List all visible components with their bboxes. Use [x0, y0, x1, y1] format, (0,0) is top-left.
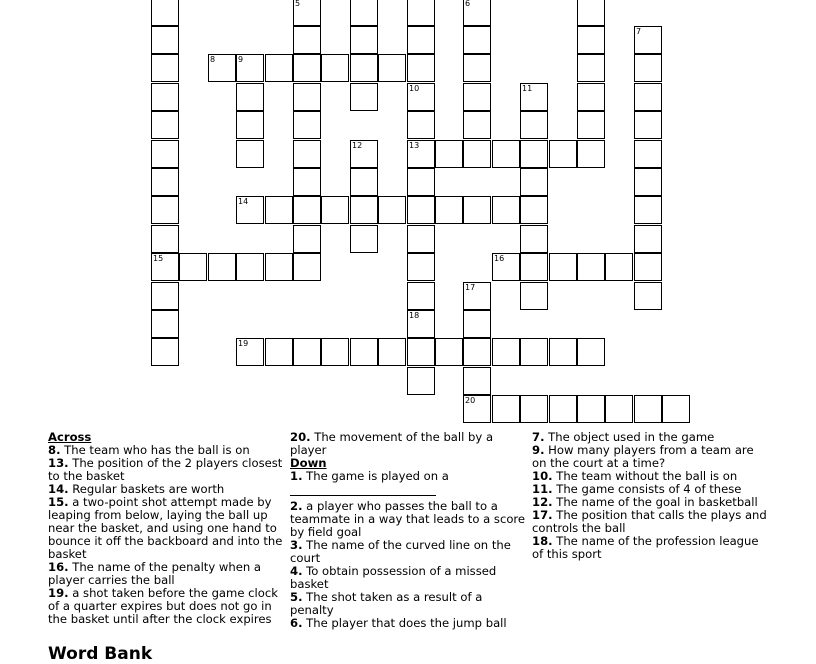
- crossword-cell[interactable]: [265, 253, 293, 281]
- crossword-cell[interactable]: [492, 338, 520, 366]
- crossword-cell[interactable]: [463, 111, 491, 139]
- crossword-cell[interactable]: [350, 225, 378, 253]
- crossword-cell[interactable]: [407, 168, 435, 196]
- crossword-cell[interactable]: [662, 395, 690, 423]
- crossword-cell[interactable]: [463, 83, 491, 111]
- clue-number-12: 12: [352, 141, 363, 150]
- crossword-cell[interactable]: [151, 282, 179, 310]
- crossword-cell[interactable]: [265, 338, 293, 366]
- crossword-cell[interactable]: [463, 26, 491, 54]
- crossword-cell[interactable]: [151, 26, 179, 54]
- crossword-cell[interactable]: [407, 26, 435, 54]
- crossword-cell[interactable]: [151, 338, 179, 366]
- crossword-cell[interactable]: [407, 282, 435, 310]
- crossword-cell[interactable]: [435, 140, 463, 168]
- crossword-cell[interactable]: [407, 225, 435, 253]
- crossword-cell[interactable]: [350, 54, 378, 82]
- crossword-cell[interactable]: [407, 338, 435, 366]
- crossword-cell[interactable]: [378, 338, 406, 366]
- crossword-cell[interactable]: [577, 338, 605, 366]
- crossword-cell[interactable]: [407, 0, 435, 26]
- clues-column-3: [532, 431, 768, 561]
- crossword-cell[interactable]: [151, 140, 179, 168]
- clue-number-11: 11: [522, 84, 533, 93]
- crossword-cell[interactable]: [520, 225, 548, 253]
- crossword-cell[interactable]: [321, 54, 349, 82]
- crossword-cell[interactable]: [520, 196, 548, 224]
- crossword-cell[interactable]: [179, 253, 207, 281]
- clue-across-15: 15. a two-point shot attempt made by leaping from below, laying the ball up near the basket, and using one hand to bounce it off the backboard and into the basket: [48, 495, 283, 561]
- crossword-cell[interactable]: [350, 83, 378, 111]
- crossword-cell[interactable]: [463, 310, 491, 338]
- crossword-cell[interactable]: [293, 26, 321, 54]
- crossword-cell[interactable]: [549, 140, 577, 168]
- crossword-cell[interactable]: [463, 367, 491, 395]
- crossword-cell[interactable]: [577, 111, 605, 139]
- clue-number-9: 9: [238, 55, 244, 64]
- clue-number-15: 15: [153, 254, 164, 263]
- crossword-cell[interactable]: [293, 111, 321, 139]
- crossword-cell[interactable]: [577, 54, 605, 82]
- crossword-cell[interactable]: [151, 0, 179, 26]
- crossword-cell[interactable]: [350, 26, 378, 54]
- crossword-cell[interactable]: [407, 54, 435, 82]
- clue-down-9: 9. How many players from a team are on the court at a time?: [532, 443, 754, 470]
- clues-column-1: [48, 431, 284, 626]
- crossword-cell[interactable]: [293, 140, 321, 168]
- crossword-cell[interactable]: [463, 54, 491, 82]
- clue-across-13: 13. The position of the 2 players closest to the basket: [48, 456, 283, 483]
- crossword-cell[interactable]: [151, 168, 179, 196]
- crossword-cell[interactable]: [605, 395, 633, 423]
- clue-number-7: 7: [636, 27, 642, 36]
- crossword-cell[interactable]: [321, 338, 349, 366]
- clue-number-17: 17: [465, 283, 476, 292]
- clue-down-11: 11. The game consists of 4 of these: [532, 482, 742, 496]
- crossword-cell[interactable]: [265, 54, 293, 82]
- crossword-cell[interactable]: [577, 140, 605, 168]
- clue-number-13: 13: [409, 141, 420, 150]
- crossword-cell[interactable]: [350, 168, 378, 196]
- clue-down-5: 5. The shot taken as a result of a penalty: [290, 590, 483, 617]
- crossword-cell[interactable]: [634, 83, 662, 111]
- crossword-cell[interactable]: [265, 196, 293, 224]
- crossword-cell[interactable]: [350, 196, 378, 224]
- crossword-cell[interactable]: [151, 310, 179, 338]
- crossword-cell[interactable]: [520, 140, 548, 168]
- crossword-cell[interactable]: [492, 395, 520, 423]
- crossword-cell[interactable]: [151, 225, 179, 253]
- crossword-cell[interactable]: [577, 0, 605, 26]
- crossword-cell[interactable]: [577, 83, 605, 111]
- crossword-cell[interactable]: [378, 54, 406, 82]
- crossword-cell[interactable]: [293, 196, 321, 224]
- clue-down-7: 7. The object used in the game: [532, 430, 715, 444]
- crossword-cell[interactable]: [520, 338, 548, 366]
- crossword-cell[interactable]: [151, 83, 179, 111]
- crossword-cell[interactable]: [549, 253, 577, 281]
- crossword-cell[interactable]: [549, 395, 577, 423]
- crossword-cell[interactable]: [634, 253, 662, 281]
- crossword-cell[interactable]: [293, 338, 321, 366]
- crossword-cell[interactable]: [151, 111, 179, 139]
- crossword-cell[interactable]: [577, 253, 605, 281]
- clue-across-14: 14. Regular baskets are worth: [48, 482, 225, 496]
- clue-number-20: 20: [465, 396, 476, 405]
- crossword-cell[interactable]: [293, 253, 321, 281]
- crossword-cell[interactable]: [463, 338, 491, 366]
- crossword-cell[interactable]: [492, 196, 520, 224]
- clue-across-16: 16. The name of the penalty when a player carries the ball: [48, 560, 261, 587]
- crossword-cell[interactable]: [634, 225, 662, 253]
- crossword-cell[interactable]: [407, 196, 435, 224]
- crossword-cell[interactable]: [577, 26, 605, 54]
- clue-number-16: 16: [494, 254, 505, 263]
- crossword-cell[interactable]: [293, 83, 321, 111]
- crossword-cell[interactable]: [520, 395, 548, 423]
- crossword-cell[interactable]: [549, 338, 577, 366]
- clue-down-12: 12. The name of the goal in basketball: [532, 495, 758, 509]
- crossword-cell[interactable]: [634, 196, 662, 224]
- crossword-cell[interactable]: [634, 111, 662, 139]
- crossword-cell[interactable]: [236, 111, 264, 139]
- crossword-cell[interactable]: [407, 367, 435, 395]
- crossword-cell[interactable]: [520, 253, 548, 281]
- clue-down-10: 10. The team without the ball is on: [532, 469, 738, 483]
- clue-down-2: 2. a player who passes the ball to a teammate in a way that leads to a score by field goal: [290, 499, 526, 539]
- clue-down-18: 18. The name of the profession league of this sport: [532, 534, 759, 561]
- crossword-cell[interactable]: [236, 140, 264, 168]
- crossword-cell[interactable]: [520, 282, 548, 310]
- word-bank-heading: Word Bank: [48, 644, 153, 664]
- crossword-cell[interactable]: [293, 168, 321, 196]
- crossword-cell[interactable]: [492, 140, 520, 168]
- crossword-cell[interactable]: [236, 83, 264, 111]
- clues-column-2: [290, 431, 526, 630]
- crossword-cell[interactable]: [321, 196, 349, 224]
- clue-across-8: 8. The team who has the ball is on: [48, 443, 250, 457]
- crossword-cell[interactable]: [407, 111, 435, 139]
- crossword-cell[interactable]: [236, 253, 264, 281]
- crossword-cell[interactable]: [634, 282, 662, 310]
- crossword-cell[interactable]: [520, 111, 548, 139]
- crossword-cell[interactable]: [378, 196, 406, 224]
- crossword-cell[interactable]: [463, 140, 491, 168]
- crossword-cell[interactable]: [634, 54, 662, 82]
- crossword-cell[interactable]: [634, 140, 662, 168]
- crossword-cell[interactable]: [293, 54, 321, 82]
- crossword-cell[interactable]: [634, 168, 662, 196]
- crossword-cell[interactable]: [151, 196, 179, 224]
- across-heading: Across: [48, 430, 92, 444]
- clue-number-10: 10: [409, 84, 420, 93]
- clue-down-1: 1. The game is played on a: [290, 470, 526, 496]
- clue-number-18: 18: [409, 311, 420, 320]
- clue-across-19: 19. a shot taken before the game clock of a quarter expires but does not go in the basket until after the clock expires: [48, 586, 278, 626]
- clue-down-17: 17. The position that calls the plays and controls the ball: [532, 508, 767, 535]
- crossword-cell[interactable]: [350, 0, 378, 26]
- crossword-cell[interactable]: [435, 196, 463, 224]
- crossword-cell[interactable]: [634, 395, 662, 423]
- crossword-cell[interactable]: [435, 338, 463, 366]
- crossword-cell[interactable]: [407, 253, 435, 281]
- crossword-cell[interactable]: [605, 253, 633, 281]
- clue-across-20: 20. The movement of the ball by a player: [290, 430, 494, 457]
- crossword-cell[interactable]: [208, 253, 236, 281]
- crossword-cell[interactable]: [577, 395, 605, 423]
- crossword-cell[interactable]: [463, 196, 491, 224]
- answer-blank-line: [290, 485, 436, 496]
- clue-number-14: 14: [238, 197, 249, 206]
- clue-number-19: 19: [238, 339, 249, 348]
- crossword-cell[interactable]: [520, 168, 548, 196]
- clue-number-5: 5: [295, 0, 301, 8]
- clue-down-3: 3. The name of the curved line on the court: [290, 538, 511, 565]
- clue-down-6: 6. The player that does the jump ball: [290, 616, 507, 630]
- clue-number-6: 6: [465, 0, 471, 8]
- crossword-cell[interactable]: [350, 338, 378, 366]
- crossword-cell[interactable]: [293, 225, 321, 253]
- down-heading: Down: [290, 456, 327, 470]
- clue-number-8: 8: [210, 55, 216, 64]
- clue-down-4: 4. To obtain possession of a missed basket: [290, 564, 497, 591]
- crossword-cell[interactable]: [151, 54, 179, 82]
